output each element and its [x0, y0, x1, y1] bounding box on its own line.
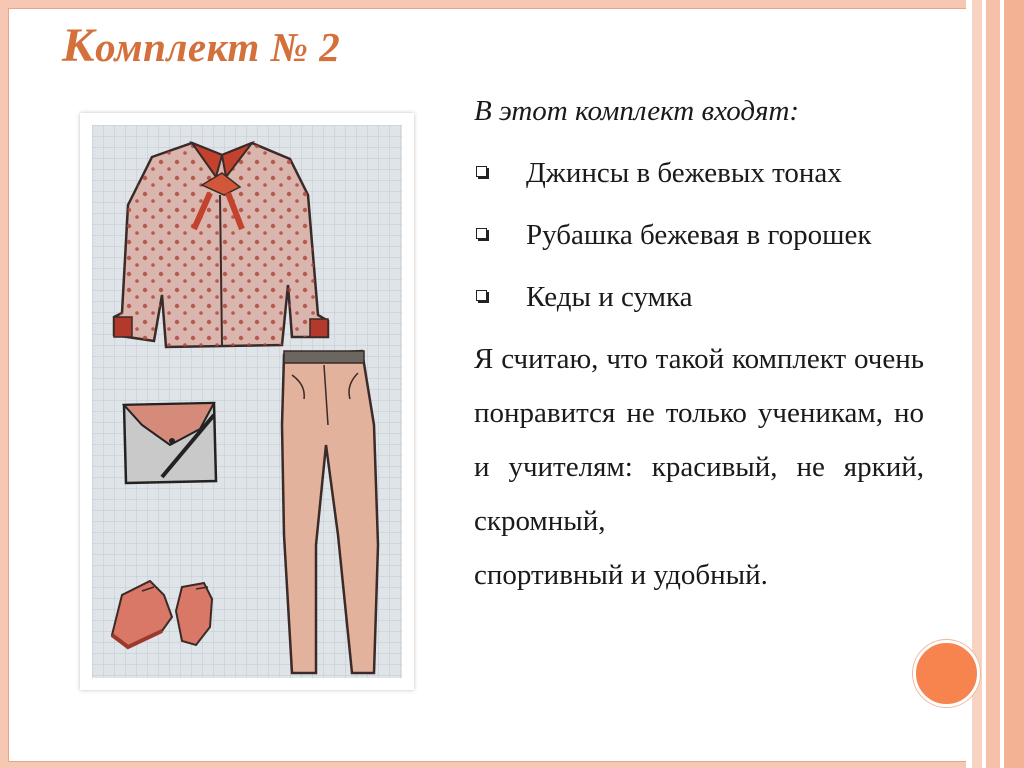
opinion-paragraph	[474, 332, 924, 602]
square-bullet-icon	[476, 290, 487, 301]
list-item	[474, 146, 924, 200]
title-rest: омплект № 2	[95, 24, 341, 70]
list-item-label: Рубашка бежевая в горошек	[526, 219, 872, 251]
title-initial: К	[62, 19, 96, 72]
decorative-side-stripes	[966, 0, 1024, 768]
paragraph-last-line: спортивный и удобный.	[474, 559, 768, 591]
outfit-sketch-image	[92, 125, 402, 678]
outfit-drawing	[80, 113, 414, 690]
square-bullet-icon	[476, 228, 487, 239]
paragraph-body: Я считаю, что такой комплект очень понравится не только ученикам, но и учителям: красивый, не яркий, скромный,	[474, 343, 924, 537]
intro-text: В этот комплект входят:	[474, 95, 800, 127]
bag-sketch	[124, 403, 216, 483]
text-column	[474, 84, 924, 602]
list-item	[474, 270, 924, 324]
square-bullet-icon	[476, 166, 487, 177]
shirt-sketch	[114, 143, 328, 347]
list-item	[474, 208, 924, 262]
list-item-label: Кеды и сумка	[526, 281, 693, 313]
slide-title	[62, 18, 340, 73]
list-item-label: Джинсы в бежевых тонах	[526, 157, 842, 189]
decorative-circle	[913, 640, 980, 707]
